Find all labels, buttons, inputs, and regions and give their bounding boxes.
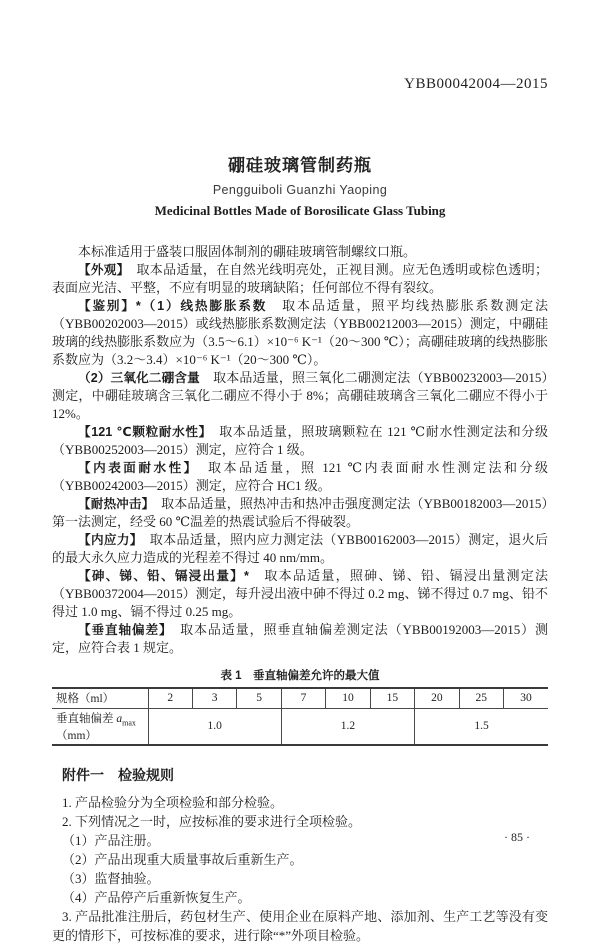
paragraph-text: 取本品适量，照垂直轴偏差测定法（YBB00192003—2015）测定，应符合表 1 规定。 xyxy=(52,622,549,655)
paragraph-identification xyxy=(52,297,548,369)
title-english: Medicinal Bottles Made of Borosilicate Glass Tubing xyxy=(154,203,446,218)
paragraph-boron-trioxide xyxy=(52,369,548,423)
table-1-caption: 表 1 垂直轴偏差允许的最大值 xyxy=(220,670,380,682)
table-row-deviation xyxy=(52,708,548,745)
body-text xyxy=(52,243,548,657)
table-1-block xyxy=(52,667,548,746)
spec-label-cell: 规格（ml） xyxy=(52,688,148,708)
appendix-item: 3. 产品批准注册后，药包材生产、使用企业在原料产地、添加剂、生产工艺等没有变更的情形下，可按标准的要求，进行除“*”外项目检验。 xyxy=(52,908,548,943)
paragraph-vertical-axis-deviation xyxy=(52,621,548,657)
deviation-label-cell xyxy=(52,708,148,745)
section-label-appearance: 【外观】 xyxy=(78,263,124,277)
paragraph-text: 取本品适量，照平均线热膨胀系数测定法（YBB00202003—2015）或线热膨胀系数测定法（YBB00212003—2015）测定，中硼硅玻璃的线热膨胀系数应为（3.5～6.1）×10⁻⁶ K⁻¹（20～300 ℃）；高硼硅玻璃的线热膨胀系数应为（3.2～3.4）×10⁻⁶ K⁻¹（20～300 ℃）。 xyxy=(52,298,548,367)
appendix-item: （2）产品出现重大质量事故后重新生产。 xyxy=(62,851,303,867)
section-label-thermal-shock: 【耐热冲击】 xyxy=(78,497,149,511)
paragraph-text: 取本品适量，照内应力测定法（YBB00162003—2015）测定，退火后的最大永久应力造成的光程差不得过 40 nm/mm。 xyxy=(52,532,549,565)
paragraph-text: 取本品适量，照砷、锑、铅、镉浸出量测定法（YBB00372004—2015）测定，每升浸出液中砷不得过 0.2 mg、锑不得过 0.7 mg、铅不得过 1.0 mg、镉不得过 0.25 mg。 xyxy=(52,568,548,619)
paragraph-scope xyxy=(52,243,548,261)
spec-value-cell: 15 xyxy=(370,688,414,708)
spec-value-cell: 20 xyxy=(415,688,459,708)
spec-value-cell: 30 xyxy=(504,688,549,708)
page-number: · 85 · xyxy=(504,830,530,844)
section-label-vertical-axis: 【垂直轴偏差】 xyxy=(78,623,167,637)
paragraph-text: 取本品适量，在自然光线明亮处，正视目测。应无色透明或棕色透明；表面应光洁、平整，不应有明显的玻璃缺陷；任何部位不得有裂纹。 xyxy=(52,262,548,295)
paragraph-appearance xyxy=(52,261,548,297)
table-1 xyxy=(52,687,548,746)
section-label-identification: 【鉴别】*（1）线热膨胀系数 xyxy=(78,299,268,313)
appendix-item: （1）产品注册。 xyxy=(62,832,160,848)
paragraph-text: 取本品适量，照三氧化二硼测定法（YBB00232003—2015）测定，中硼硅玻璃含三氧化二硼应不得小于 8%；高硼硅玻璃含三氧化二硼应不得小于 12%。 xyxy=(52,370,548,421)
table-row-spec xyxy=(52,688,548,708)
spec-value-cell: 7 xyxy=(281,688,325,708)
appendix-item: （4）产品停产后重新恢复生产。 xyxy=(62,889,251,905)
paragraph-thermal-shock xyxy=(52,495,548,531)
appendix-heading: 附件一 检验规则 xyxy=(62,766,174,783)
deviation-label-subscript: max xyxy=(122,717,136,727)
paragraph-text: 取本品适量，照玻璃颗粒在 121 ℃耐水性测定法和分级（YBB00252003—2015）测定，应符合 1 级。 xyxy=(52,424,548,457)
spec-value-cell: 5 xyxy=(237,688,281,708)
section-label-heavy-metals: 【砷、锑、铅、镉浸出量】* xyxy=(78,569,249,583)
spec-value-cell: 25 xyxy=(459,688,503,708)
section-label-internal-stress: 【内应力】 xyxy=(78,533,137,547)
spec-value-cell: 10 xyxy=(326,688,370,708)
paragraph-text: 取本品适量，照 121 ℃内表面耐水性测定法和分级（YBB00242003—2015）测定，应符合 HC1 级。 xyxy=(52,460,548,493)
appendix-item: 2. 下列情况之一时，应按标准的要求进行全项检验。 xyxy=(62,813,362,829)
title-chinese: 硼硅玻璃管制药瓶 xyxy=(228,156,372,175)
deviation-value-cell: 1.0 xyxy=(148,708,281,745)
paragraph-internal-stress xyxy=(52,531,548,567)
appendix-item: （3）监督抽验。 xyxy=(62,870,160,886)
deviation-label-variable: a xyxy=(116,712,123,725)
title-pinyin: Pengguiboli Guanzhi Yaoping xyxy=(212,183,388,197)
spec-value-cell: 3 xyxy=(192,688,236,708)
deviation-value-cell: 1.5 xyxy=(415,708,548,745)
deviation-label-suffix: （mm） xyxy=(56,729,97,742)
section-label-inner-surface: 【内表面耐水性】 xyxy=(78,461,193,475)
section-label-boron-trioxide: （2）三氧化二硼含量 xyxy=(78,371,200,385)
paragraph-granule-water-resistance xyxy=(52,423,548,459)
deviation-value-cell: 1.2 xyxy=(281,708,414,745)
paragraph-inner-surface-water-resistance xyxy=(52,459,548,495)
appendix-item: 1. 产品检验分为全项检验和部分检验。 xyxy=(62,794,284,810)
spec-value-cell: 2 xyxy=(148,688,192,708)
paragraph-text: 取本品适量，照热冲击和热冲击强度测定法（YBB00182003—2015）第一法测定，经受 60 ℃温差的热震试验后不得破裂。 xyxy=(52,496,548,529)
doc-number: YBB00042004—2015 xyxy=(404,76,548,92)
paragraph-text: 本标准适用于盛装口服固体制剂的硼硅玻璃管制螺纹口瓶。 xyxy=(78,244,417,259)
section-label-granule-water-resistance: 【121 ℃颗粒耐水性】 xyxy=(78,425,206,439)
deviation-label-prefix: 垂直轴偏差 xyxy=(56,712,117,725)
paragraph-heavy-metals xyxy=(52,567,548,621)
